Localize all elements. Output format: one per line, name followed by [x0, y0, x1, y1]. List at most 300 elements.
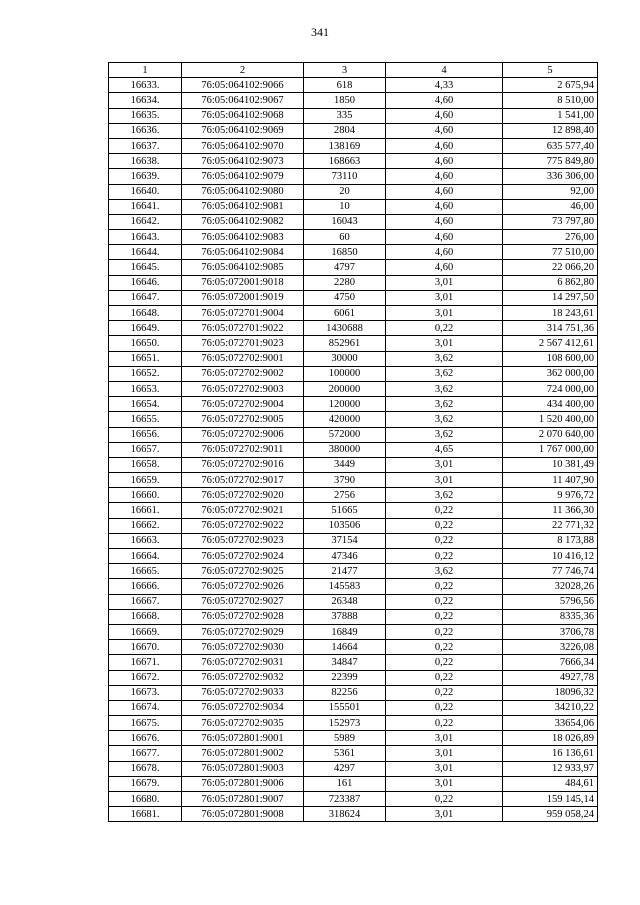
- amount-cell: 18 243,61: [503, 306, 598, 321]
- rate-cell: 0,22: [386, 792, 503, 807]
- area-cell: 6061: [304, 306, 386, 321]
- cadastral-number-cell: 76:05:072702:9023: [182, 533, 304, 548]
- row-number-cell: 16668.: [109, 609, 182, 624]
- amount-cell: 16 136,61: [503, 746, 598, 761]
- rate-cell: 0,22: [386, 624, 503, 639]
- amount-cell: 8 510,00: [503, 93, 598, 108]
- table-row: [109, 761, 598, 776]
- cadastral-number-cell: 76:05:064102:9066: [182, 78, 304, 93]
- cadastral-number-cell: 76:05:064102:9083: [182, 230, 304, 245]
- area-cell: 145583: [304, 579, 386, 594]
- row-number-cell: 16649.: [109, 321, 182, 336]
- cadastral-number-cell: 76:05:064102:9080: [182, 184, 304, 199]
- table-row: [109, 154, 598, 169]
- rate-cell: 3,62: [386, 381, 503, 396]
- row-number-cell: 16662.: [109, 518, 182, 533]
- amount-cell: 314 751,36: [503, 321, 598, 336]
- amount-cell: 159 145,14: [503, 792, 598, 807]
- cadastral-number-cell: 76:05:064102:9067: [182, 93, 304, 108]
- cadastral-number-cell: 76:05:072702:9017: [182, 473, 304, 488]
- cadastral-number-cell: 76:05:072702:9035: [182, 716, 304, 731]
- cadastral-number-cell: 76:05:072702:9031: [182, 655, 304, 670]
- page-number: 341: [311, 25, 329, 39]
- table-row: [109, 716, 598, 731]
- table-header-row: [109, 63, 598, 78]
- rate-cell: 4,60: [386, 138, 503, 153]
- rate-cell: 3,01: [386, 761, 503, 776]
- row-number-cell: 16633.: [109, 78, 182, 93]
- amount-cell: 775 849,80: [503, 154, 598, 169]
- rate-cell: 0,22: [386, 503, 503, 518]
- amount-cell: 6 862,80: [503, 275, 598, 290]
- cadastral-number-cell: 76:05:072702:9016: [182, 457, 304, 472]
- area-cell: 618: [304, 78, 386, 93]
- area-cell: 335: [304, 108, 386, 123]
- amount-cell: 34210,22: [503, 700, 598, 715]
- table-row: [109, 685, 598, 700]
- area-cell: 14664: [304, 640, 386, 655]
- rate-cell: 3,01: [386, 746, 503, 761]
- rate-cell: 4,60: [386, 199, 503, 214]
- amount-cell: 3706,78: [503, 624, 598, 639]
- rate-cell: 3,62: [386, 366, 503, 381]
- amount-cell: 2 675,94: [503, 78, 598, 93]
- rate-cell: 4,33: [386, 78, 503, 93]
- cadastral-number-cell: 76:05:064102:9081: [182, 199, 304, 214]
- row-number-cell: 16665.: [109, 564, 182, 579]
- table-row: [109, 564, 598, 579]
- area-cell: 26348: [304, 594, 386, 609]
- cadastral-number-cell: 76:05:072702:9003: [182, 381, 304, 396]
- table-row: [109, 640, 598, 655]
- rate-cell: 0,22: [386, 533, 503, 548]
- table-row: [109, 746, 598, 761]
- table-row: [109, 579, 598, 594]
- amount-cell: 33654,06: [503, 716, 598, 731]
- amount-cell: 5796,56: [503, 594, 598, 609]
- amount-cell: 22 066,20: [503, 260, 598, 275]
- cadastral-number-cell: 76:05:072801:9006: [182, 776, 304, 791]
- row-number-cell: 16678.: [109, 761, 182, 776]
- table-row: [109, 351, 598, 366]
- table-row: [109, 230, 598, 245]
- rate-cell: 0,22: [386, 655, 503, 670]
- rate-cell: 4,60: [386, 154, 503, 169]
- area-cell: 10: [304, 199, 386, 214]
- area-cell: 34847: [304, 655, 386, 670]
- column-header: 2: [182, 63, 304, 78]
- amount-cell: 8335,36: [503, 609, 598, 624]
- table-row: [109, 700, 598, 715]
- cadastral-number-cell: 76:05:072702:9001: [182, 351, 304, 366]
- amount-cell: 9 976,72: [503, 488, 598, 503]
- area-cell: 2804: [304, 123, 386, 138]
- amount-cell: 8 173,88: [503, 533, 598, 548]
- cadastral-number-cell: 76:05:064102:9073: [182, 154, 304, 169]
- amount-cell: 46,00: [503, 199, 598, 214]
- row-number-cell: 16676.: [109, 731, 182, 746]
- rate-cell: 0,22: [386, 685, 503, 700]
- row-number-cell: 16674.: [109, 700, 182, 715]
- amount-cell: 12 898,40: [503, 123, 598, 138]
- rate-cell: 3,01: [386, 731, 503, 746]
- table-row: [109, 792, 598, 807]
- cadastral-number-cell: 76:05:072001:9018: [182, 275, 304, 290]
- cadastral-number-cell: 76:05:072801:9002: [182, 746, 304, 761]
- amount-cell: 77 510,00: [503, 245, 598, 260]
- row-number-cell: 16654.: [109, 397, 182, 412]
- cadastral-number-cell: 76:05:072702:9006: [182, 427, 304, 442]
- rate-cell: 3,62: [386, 412, 503, 427]
- area-cell: 572000: [304, 427, 386, 442]
- amount-cell: 12 933,97: [503, 761, 598, 776]
- area-cell: 5361: [304, 746, 386, 761]
- row-number-cell: 16640.: [109, 184, 182, 199]
- amount-cell: 434 400,00: [503, 397, 598, 412]
- amount-cell: 362 000,00: [503, 366, 598, 381]
- table-row: [109, 397, 598, 412]
- cadastral-number-cell: 76:05:072702:9027: [182, 594, 304, 609]
- row-number-cell: 16643.: [109, 230, 182, 245]
- amount-cell: 724 000,00: [503, 381, 598, 396]
- rate-cell: 0,22: [386, 594, 503, 609]
- amount-cell: 18096,32: [503, 685, 598, 700]
- rate-cell: 4,60: [386, 260, 503, 275]
- area-cell: 60: [304, 230, 386, 245]
- row-number-cell: 16644.: [109, 245, 182, 260]
- amount-cell: 3226,08: [503, 640, 598, 655]
- rate-cell: 0,22: [386, 549, 503, 564]
- area-cell: 420000: [304, 412, 386, 427]
- area-cell: 4797: [304, 260, 386, 275]
- row-number-cell: 16677.: [109, 746, 182, 761]
- amount-cell: 4927,78: [503, 670, 598, 685]
- table-body: [109, 78, 598, 822]
- rate-cell: 3,62: [386, 564, 503, 579]
- area-cell: 16043: [304, 214, 386, 229]
- row-number-cell: 16650.: [109, 336, 182, 351]
- rate-cell: 4,60: [386, 108, 503, 123]
- table-row: [109, 381, 598, 396]
- cadastral-number-cell: 76:05:072702:9029: [182, 624, 304, 639]
- amount-cell: 10 416,12: [503, 549, 598, 564]
- table-row: [109, 336, 598, 351]
- row-number-cell: 16660.: [109, 488, 182, 503]
- cadastral-number-cell: 76:05:072001:9019: [182, 290, 304, 305]
- rate-cell: 3,01: [386, 336, 503, 351]
- table-row: [109, 275, 598, 290]
- area-cell: 155501: [304, 700, 386, 715]
- table-row: [109, 138, 598, 153]
- rate-cell: 3,62: [386, 427, 503, 442]
- area-cell: 30000: [304, 351, 386, 366]
- row-number-cell: 16641.: [109, 199, 182, 214]
- row-number-cell: 16656.: [109, 427, 182, 442]
- area-cell: 47346: [304, 549, 386, 564]
- row-number-cell: 16634.: [109, 93, 182, 108]
- table-row: [109, 306, 598, 321]
- row-number-cell: 16637.: [109, 138, 182, 153]
- amount-cell: 14 297,50: [503, 290, 598, 305]
- area-cell: 1430688: [304, 321, 386, 336]
- cadastral-number-cell: 76:05:072801:9008: [182, 807, 304, 822]
- rate-cell: 0,22: [386, 716, 503, 731]
- cadastral-number-cell: 76:05:072702:9020: [182, 488, 304, 503]
- table-row: [109, 807, 598, 822]
- row-number-cell: 16679.: [109, 776, 182, 791]
- column-header: 5: [503, 63, 598, 78]
- rate-cell: 3,01: [386, 290, 503, 305]
- rate-cell: 0,22: [386, 640, 503, 655]
- table-row: [109, 214, 598, 229]
- table-row: [109, 503, 598, 518]
- cadastral-number-cell: 76:05:064102:9068: [182, 108, 304, 123]
- cadastral-number-cell: 76:05:072702:9033: [182, 685, 304, 700]
- area-cell: 22399: [304, 670, 386, 685]
- row-number-cell: 16655.: [109, 412, 182, 427]
- cadastral-number-cell: 76:05:064102:9070: [182, 138, 304, 153]
- cadastral-number-cell: 76:05:072702:9026: [182, 579, 304, 594]
- cadastral-number-cell: 76:05:072702:9025: [182, 564, 304, 579]
- table-row: [109, 184, 598, 199]
- table-row: [109, 473, 598, 488]
- amount-cell: 2 070 640,00: [503, 427, 598, 442]
- amount-cell: 73 797,80: [503, 214, 598, 229]
- area-cell: 2756: [304, 488, 386, 503]
- area-cell: 1850: [304, 93, 386, 108]
- area-cell: 16849: [304, 624, 386, 639]
- table-row: [109, 290, 598, 305]
- column-header: 3: [304, 63, 386, 78]
- rate-cell: 3,62: [386, 397, 503, 412]
- row-number-cell: 16661.: [109, 503, 182, 518]
- table-row: [109, 776, 598, 791]
- area-cell: 100000: [304, 366, 386, 381]
- rate-cell: 4,60: [386, 214, 503, 229]
- row-number-cell: 16675.: [109, 716, 182, 731]
- row-number-cell: 16636.: [109, 123, 182, 138]
- row-number-cell: 16653.: [109, 381, 182, 396]
- area-cell: 380000: [304, 442, 386, 457]
- rate-cell: 0,22: [386, 518, 503, 533]
- amount-cell: 1 767 000,00: [503, 442, 598, 457]
- area-cell: 82256: [304, 685, 386, 700]
- amount-cell: 77 746,74: [503, 564, 598, 579]
- area-cell: 16850: [304, 245, 386, 260]
- rate-cell: 4,60: [386, 245, 503, 260]
- amount-cell: 10 381,49: [503, 457, 598, 472]
- rate-cell: 3,62: [386, 351, 503, 366]
- row-number-cell: 16670.: [109, 640, 182, 655]
- row-number-cell: 16681.: [109, 807, 182, 822]
- rate-cell: 4,60: [386, 123, 503, 138]
- cadastral-number-cell: 76:05:064102:9079: [182, 169, 304, 184]
- cadastral-number-cell: 76:05:072702:9024: [182, 549, 304, 564]
- area-cell: 3449: [304, 457, 386, 472]
- data-table: [108, 62, 598, 822]
- amount-cell: 1 541,00: [503, 108, 598, 123]
- cadastral-number-cell: 76:05:072702:9002: [182, 366, 304, 381]
- row-number-cell: 16664.: [109, 549, 182, 564]
- column-header: 1: [109, 63, 182, 78]
- amount-cell: 1 520 400,00: [503, 412, 598, 427]
- row-number-cell: 16680.: [109, 792, 182, 807]
- cadastral-number-cell: 76:05:072702:9028: [182, 609, 304, 624]
- area-cell: 73110: [304, 169, 386, 184]
- amount-cell: 635 577,40: [503, 138, 598, 153]
- rate-cell: 3,01: [386, 306, 503, 321]
- amount-cell: 336 306,00: [503, 169, 598, 184]
- area-cell: 103506: [304, 518, 386, 533]
- area-cell: 120000: [304, 397, 386, 412]
- cadastral-number-cell: 76:05:064102:9082: [182, 214, 304, 229]
- row-number-cell: 16671.: [109, 655, 182, 670]
- cadastral-number-cell: 76:05:072702:9005: [182, 412, 304, 427]
- row-number-cell: 16647.: [109, 290, 182, 305]
- row-number-cell: 16666.: [109, 579, 182, 594]
- table-row: [109, 108, 598, 123]
- area-cell: 161: [304, 776, 386, 791]
- table-row: [109, 412, 598, 427]
- area-cell: 168663: [304, 154, 386, 169]
- area-cell: 723387: [304, 792, 386, 807]
- area-cell: 20: [304, 184, 386, 199]
- amount-cell: 92,00: [503, 184, 598, 199]
- area-cell: 152973: [304, 716, 386, 731]
- area-cell: 4297: [304, 761, 386, 776]
- cadastral-number-cell: 76:05:072702:9011: [182, 442, 304, 457]
- table-row: [109, 731, 598, 746]
- area-cell: 4750: [304, 290, 386, 305]
- amount-cell: 11 407,90: [503, 473, 598, 488]
- cadastral-number-cell: 76:05:072801:9003: [182, 761, 304, 776]
- cadastral-number-cell: 76:05:072702:9034: [182, 700, 304, 715]
- table-row: [109, 442, 598, 457]
- row-number-cell: 16646.: [109, 275, 182, 290]
- table-row: [109, 245, 598, 260]
- cadastral-number-cell: 76:05:064102:9069: [182, 123, 304, 138]
- row-number-cell: 16642.: [109, 214, 182, 229]
- table-row: [109, 655, 598, 670]
- rate-cell: 3,62: [386, 488, 503, 503]
- amount-cell: 108 600,00: [503, 351, 598, 366]
- row-number-cell: 16638.: [109, 154, 182, 169]
- amount-cell: 18 026,89: [503, 731, 598, 746]
- table-row: [109, 457, 598, 472]
- rate-cell: 3,01: [386, 807, 503, 822]
- cadastral-number-cell: 76:05:072801:9007: [182, 792, 304, 807]
- rate-cell: 0,22: [386, 321, 503, 336]
- table-row: [109, 93, 598, 108]
- amount-cell: 2 567 412,61: [503, 336, 598, 351]
- table-row: [109, 321, 598, 336]
- table-row: [109, 549, 598, 564]
- amount-cell: 22 771,32: [503, 518, 598, 533]
- table-row: [109, 594, 598, 609]
- row-number-cell: 16651.: [109, 351, 182, 366]
- rate-cell: 4,60: [386, 184, 503, 199]
- table-row: [109, 78, 598, 93]
- row-number-cell: 16635.: [109, 108, 182, 123]
- rate-cell: 0,22: [386, 700, 503, 715]
- table-row: [109, 624, 598, 639]
- row-number-cell: 16639.: [109, 169, 182, 184]
- table-row: [109, 199, 598, 214]
- area-cell: 21477: [304, 564, 386, 579]
- table-row: [109, 123, 598, 138]
- cadastral-number-cell: 76:05:072702:9004: [182, 397, 304, 412]
- table-row: [109, 670, 598, 685]
- rate-cell: 3,01: [386, 457, 503, 472]
- cadastral-number-cell: 76:05:072702:9022: [182, 518, 304, 533]
- row-number-cell: 16673.: [109, 685, 182, 700]
- table-row: [109, 533, 598, 548]
- cadastral-number-cell: 76:05:072701:9004: [182, 306, 304, 321]
- row-number-cell: 16648.: [109, 306, 182, 321]
- row-number-cell: 16652.: [109, 366, 182, 381]
- area-cell: 37888: [304, 609, 386, 624]
- rate-cell: 3,01: [386, 275, 503, 290]
- cadastral-number-cell: 76:05:072801:9001: [182, 731, 304, 746]
- table-row: [109, 427, 598, 442]
- row-number-cell: 16669.: [109, 624, 182, 639]
- cadastral-number-cell: 76:05:064102:9084: [182, 245, 304, 260]
- area-cell: 318624: [304, 807, 386, 822]
- area-cell: 138169: [304, 138, 386, 153]
- table-row: [109, 169, 598, 184]
- rate-cell: 4,60: [386, 169, 503, 184]
- rate-cell: 0,22: [386, 609, 503, 624]
- rate-cell: 3,01: [386, 776, 503, 791]
- cadastral-number-cell: 76:05:072702:9032: [182, 670, 304, 685]
- cadastral-number-cell: 76:05:072702:9021: [182, 503, 304, 518]
- amount-cell: 11 366,30: [503, 503, 598, 518]
- table-row: [109, 366, 598, 381]
- area-cell: 5989: [304, 731, 386, 746]
- row-number-cell: 16663.: [109, 533, 182, 548]
- area-cell: 37154: [304, 533, 386, 548]
- row-number-cell: 16658.: [109, 457, 182, 472]
- area-cell: 200000: [304, 381, 386, 396]
- area-cell: 852961: [304, 336, 386, 351]
- row-number-cell: 16667.: [109, 594, 182, 609]
- rate-cell: 4,60: [386, 93, 503, 108]
- amount-cell: 276,00: [503, 230, 598, 245]
- rate-cell: 0,22: [386, 670, 503, 685]
- table-row: [109, 260, 598, 275]
- area-cell: 3790: [304, 473, 386, 488]
- rate-cell: 4,60: [386, 230, 503, 245]
- row-number-cell: 16645.: [109, 260, 182, 275]
- cadastral-number-cell: 76:05:064102:9085: [182, 260, 304, 275]
- table-row: [109, 488, 598, 503]
- amount-cell: 484,61: [503, 776, 598, 791]
- cadastral-number-cell: 76:05:072702:9030: [182, 640, 304, 655]
- row-number-cell: 16657.: [109, 442, 182, 457]
- area-cell: 51665: [304, 503, 386, 518]
- amount-cell: 32028,26: [503, 579, 598, 594]
- column-header: 4: [386, 63, 503, 78]
- amount-cell: 7666,34: [503, 655, 598, 670]
- row-number-cell: 16672.: [109, 670, 182, 685]
- table-row: [109, 518, 598, 533]
- rate-cell: 4,65: [386, 442, 503, 457]
- rate-cell: 3,01: [386, 473, 503, 488]
- row-number-cell: 16659.: [109, 473, 182, 488]
- cadastral-number-cell: 76:05:072701:9023: [182, 336, 304, 351]
- area-cell: 2280: [304, 275, 386, 290]
- cadastral-number-cell: 76:05:072701:9022: [182, 321, 304, 336]
